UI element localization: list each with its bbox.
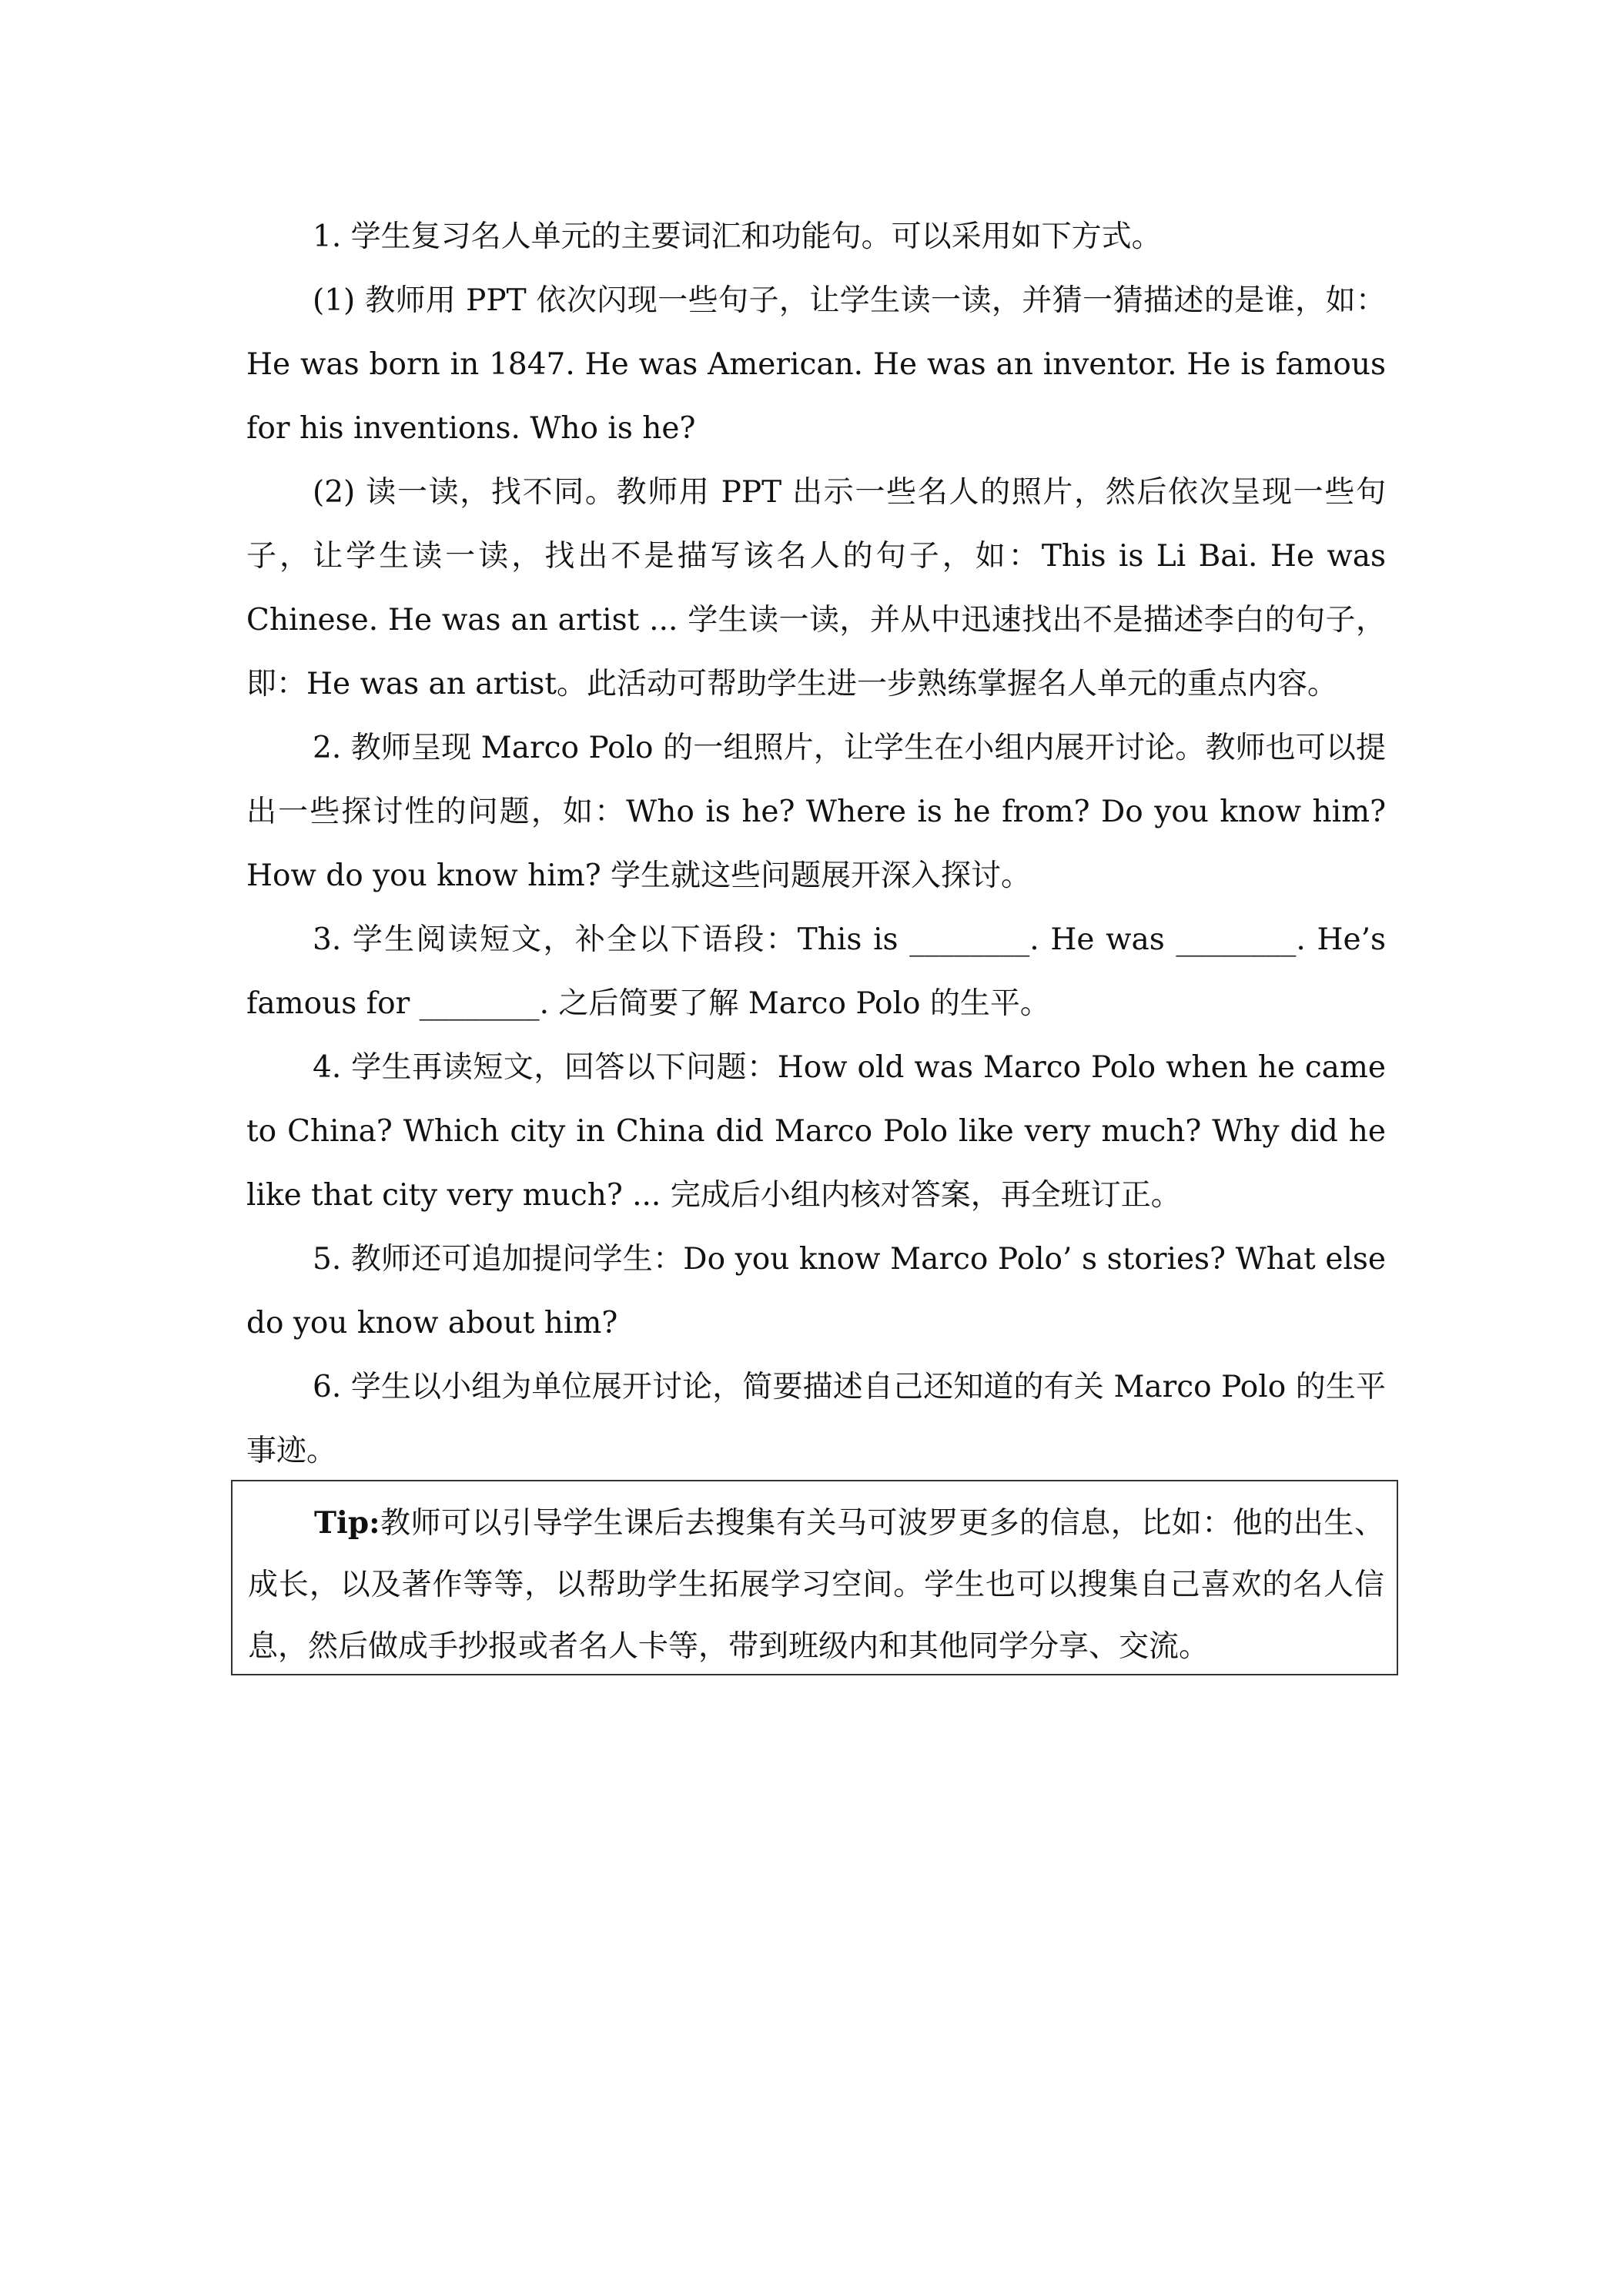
paragraph-2: 2. 教师呈现 Marco Polo 的一组照片，让学生在小组内展开讨论。教师也可以提出一些探讨性的问题，如：Who is he? Where is he from? Do you know him? How do you know him? 学生就这些问题展开深入探讨。: [246, 731, 1386, 893]
tip-paragraph: [248, 1492, 1384, 1678]
paragraph-1-2: (2) 读一读，找不同。教师用 PPT 出示一些名人的照片，然后依次呈现一些句子，让学生读一读，找出不是描写该名人的句子，如：This is Li Bai. He was Chinese. He was an artist ... 学生读一读，并从中迅速找出不是描述李白的句子，即：He was an artist。此活动可帮助学生进一步熟练掌握名人单元的重点内容。: [246, 475, 1386, 701]
paragraph-1: 1. 学生复习名人单元的主要词汇和功能句。可以采用如下方式。: [313, 219, 1162, 254]
document-body: [246, 205, 1386, 1483]
paragraph-4: 4. 学生再读短文，回答以下问题：How old was Marco Polo when he came to China? Which city in China did Marco Polo like very much? Why did he like that city very much? ... 完成后小组内核对答案，再全班订正。: [246, 1050, 1386, 1213]
paragraph-3: 3. 学生阅读短文，补全以下语段：This is ________. He was ________. He’s famous for ________. 之后简要了解 Marco Polo 的生平。: [246, 922, 1386, 1021]
paragraph-5: 5. 教师还可追加提问学生：Do you know Marco Polo’ s stories? What else do you know about him?: [246, 1242, 1386, 1340]
tip-text: 教师可以引导学生课后去搜集有关马可波罗更多的信息，比如：他的出生、成长，以及著作等等，以帮助学生拓展学习空间。学生也可以搜集自己喜欢的名人信息，然后做成手抄报或者名人卡等，带到班级内和其他同学分享、交流。: [248, 1506, 1384, 1664]
tip-label: Tip:: [314, 1505, 380, 1541]
tip-box: [231, 1480, 1398, 1675]
paragraph-1-1: (1) 教师用 PPT 依次闪现一些句子，让学生读一读，并猜一猜描述的是谁，如：He was born in 1847. He was American. He was an inventor. He is famous for his inventions. Who is he?: [246, 283, 1386, 446]
paragraph-6: 6. 学生以小组为单位展开讨论，简要描述自己还知道的有关 Marco Polo 的生平事迹。: [246, 1370, 1386, 1468]
